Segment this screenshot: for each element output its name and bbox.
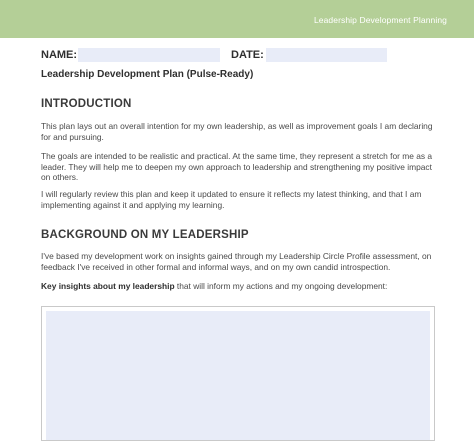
name-date-row: [0, 48, 474, 64]
background-paragraph: I've based my development work on insights gained through my Leadership Circle Profile assessment, on feedback I've received in other formal and informal ways, and on my own candid introspection.: [41, 251, 432, 272]
intro-paragraph-1: This plan lays out an overall intention for my own leadership, as well as improvement goals I am declaring for and pursuing.: [41, 121, 433, 142]
date-label: DATE:: [231, 49, 264, 61]
insights-notes-input[interactable]: [46, 311, 430, 440]
plan-title: Leadership Development Plan (Pulse-Ready): [41, 69, 254, 80]
name-field[interactable]: [78, 48, 220, 62]
key-insights-rest: that will inform my actions and my ongoing development:: [174, 281, 388, 291]
key-insights-prompt: [41, 281, 441, 292]
introduction-heading: INTRODUCTION: [41, 98, 132, 110]
insights-notes-frame: [41, 306, 435, 441]
header-band: [0, 0, 474, 38]
intro-paragraph-3: I will regularly review this plan and keep it updated to ensure it reflects my latest thinking, and that I am implementing against it and applying my learning.: [41, 189, 422, 210]
intro-paragraph-2: The goals are intended to be realistic and practical. At the same time, they represent a stretch for me as a leader. They will help me to deepen my own approach to leadership and strengthening my positive impact on others.: [41, 151, 433, 182]
background-heading: BACKGROUND ON MY LEADERSHIP: [41, 229, 249, 241]
header-title: Leadership Development Planning: [313, 15, 447, 25]
date-field[interactable]: [266, 48, 387, 62]
key-insights-bold: Key insights about my leadership: [41, 281, 175, 291]
name-label: NAME:: [41, 49, 78, 61]
